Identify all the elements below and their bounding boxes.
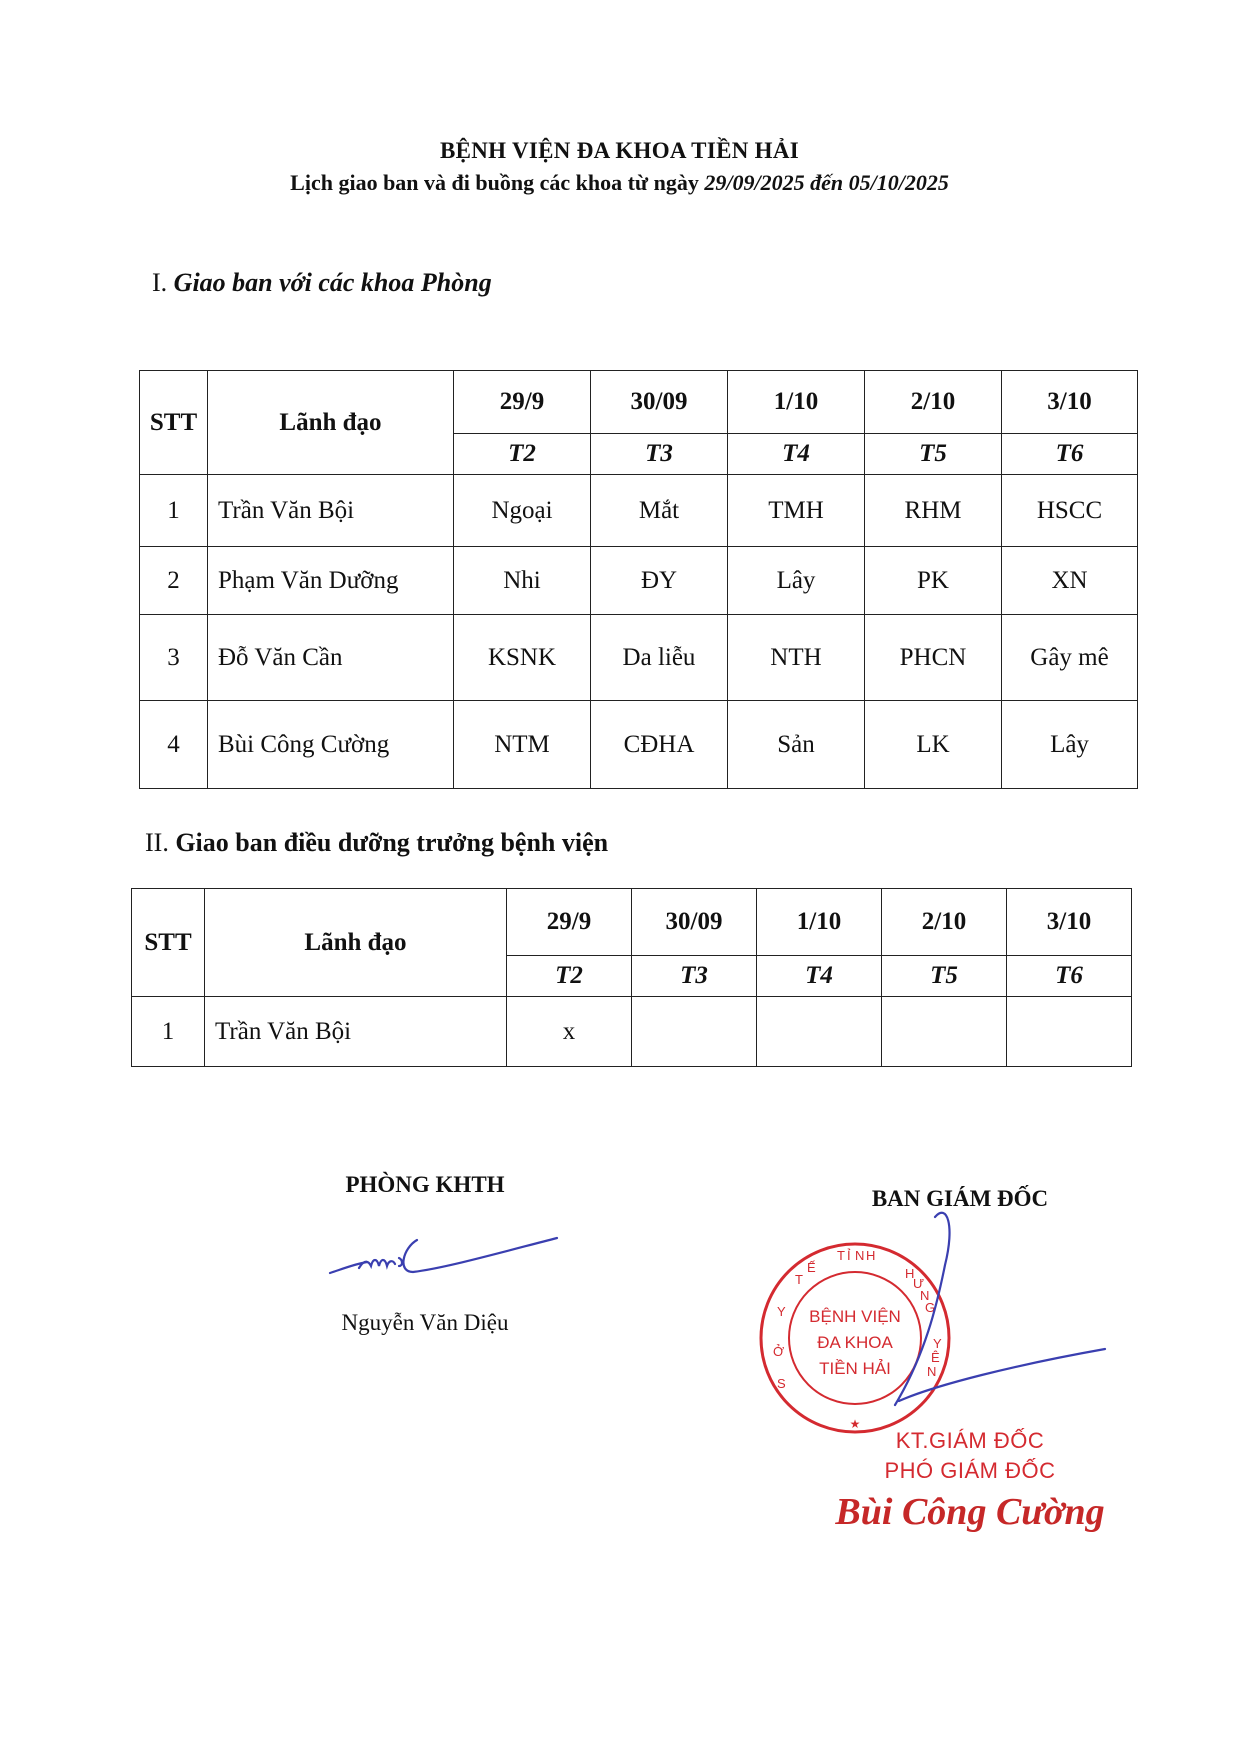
header-stt: STT bbox=[140, 371, 208, 475]
row-stt: 2 bbox=[140, 547, 208, 615]
head-nurse-meeting-table bbox=[131, 888, 1132, 1067]
row-leader-name: Bùi Công Cường bbox=[208, 701, 454, 789]
svg-text:★: ★ bbox=[849, 1417, 861, 1431]
left-signer-name: Nguyễn Văn Diệu bbox=[341, 1310, 509, 1335]
table-row bbox=[132, 997, 1132, 1067]
header-weekday: T5 bbox=[882, 956, 1007, 997]
row-cell: LK bbox=[865, 701, 1002, 789]
row-cell: Lây bbox=[728, 547, 865, 615]
table-row bbox=[140, 615, 1138, 701]
header-stt: STT bbox=[132, 889, 205, 997]
row-stt: 4 bbox=[140, 701, 208, 789]
section-2-heading bbox=[145, 828, 608, 858]
row-cell: HSCC bbox=[1002, 475, 1138, 547]
row-cell: Da liễu bbox=[591, 615, 728, 701]
row-cell: PK bbox=[865, 547, 1002, 615]
deputy-title-line-2: PHÓ GIÁM ĐỐC bbox=[884, 1458, 1056, 1483]
svg-text:SỞY TẾ TỈNH: SỞY TẾ T Ỉ N H H Ư N G Y Ê N bbox=[773, 1248, 942, 1391]
row-cell: Nhi bbox=[454, 547, 591, 615]
row-cell: PHCN bbox=[865, 615, 1002, 701]
header-date: 1/10 bbox=[757, 889, 882, 956]
row-stt: 3 bbox=[140, 615, 208, 701]
table-row bbox=[140, 701, 1138, 789]
header-weekday: T2 bbox=[454, 434, 591, 475]
section-2-numeral: II. bbox=[145, 828, 176, 857]
header-leader: Lãnh đạo bbox=[205, 889, 507, 997]
header-weekday: T6 bbox=[1002, 434, 1138, 475]
header-date: 3/10 bbox=[1007, 889, 1132, 956]
row-cell: NTH bbox=[728, 615, 865, 701]
header-leader: Lãnh đạo bbox=[208, 371, 454, 475]
left-signature-title: PHÒNG KHTH bbox=[345, 1172, 505, 1197]
header-weekday: T5 bbox=[865, 434, 1002, 475]
header-weekday: T4 bbox=[757, 956, 882, 997]
section-2-title: Giao ban điều dưỡng trưởng bệnh viện bbox=[175, 828, 609, 857]
row-stt: 1 bbox=[132, 997, 205, 1067]
row-cell: Ngoại bbox=[454, 475, 591, 547]
row-cell: XN bbox=[1002, 547, 1138, 615]
row-cell: Lây bbox=[1002, 701, 1138, 789]
department-meeting-table bbox=[139, 370, 1138, 789]
row-cell bbox=[632, 997, 757, 1067]
row-leader-name: Phạm Văn Dưỡng bbox=[208, 547, 454, 615]
row-leader-name: Trần Văn Bội bbox=[208, 475, 454, 547]
row-cell bbox=[1007, 997, 1132, 1067]
row-cell: Sản bbox=[728, 701, 865, 789]
svg-text:ĐA KHOA: ĐA KHOA bbox=[817, 1333, 893, 1352]
header-weekday: T2 bbox=[507, 956, 632, 997]
table-row bbox=[140, 475, 1138, 547]
subtitle-mid: đến bbox=[804, 170, 849, 195]
section-1-numeral: I. bbox=[152, 268, 174, 297]
row-cell bbox=[882, 997, 1007, 1067]
header-weekday: T3 bbox=[632, 956, 757, 997]
section-1-title: Giao ban với các khoa Phòng bbox=[173, 268, 492, 297]
right-handwritten-signature-icon bbox=[875, 1205, 1115, 1435]
section-1-heading bbox=[152, 268, 492, 298]
row-cell: Mắt bbox=[591, 475, 728, 547]
row-cell: NTM bbox=[454, 701, 591, 789]
svg-text:TIỀN HẢI: TIỀN HẢI bbox=[819, 1359, 891, 1378]
date-to: 05/10/2025 bbox=[848, 170, 949, 195]
row-cell: Gây mê bbox=[1002, 615, 1138, 701]
header-weekday: T3 bbox=[591, 434, 728, 475]
hospital-title: BỆNH VIỆN ĐA KHOA TIỀN HẢI bbox=[439, 138, 800, 163]
header-date: 30/09 bbox=[632, 889, 757, 956]
header-date: 29/9 bbox=[507, 889, 632, 956]
header-date: 1/10 bbox=[728, 371, 865, 434]
table-row bbox=[140, 547, 1138, 615]
row-cell: KSNK bbox=[454, 615, 591, 701]
row-cell: ĐY bbox=[591, 547, 728, 615]
row-cell: CĐHA bbox=[591, 701, 728, 789]
row-cell bbox=[757, 997, 882, 1067]
schedule-subtitle bbox=[0, 170, 1239, 196]
subtitle-prefix: Lịch giao ban và đi buồng các khoa từ ngày bbox=[290, 170, 705, 195]
right-signature-title: BAN GIÁM ĐỐC bbox=[871, 1186, 1049, 1211]
row-cell: RHM bbox=[865, 475, 1002, 547]
row-leader-name: Đỗ Văn Cần bbox=[208, 615, 454, 701]
date-from: 29/09/2025 bbox=[704, 170, 805, 195]
deputy-title-line-1: KT.GIÁM ĐỐC bbox=[895, 1428, 1045, 1453]
left-handwritten-signature-icon bbox=[325, 1228, 565, 1298]
header-weekday: T4 bbox=[728, 434, 865, 475]
header-weekday: T6 bbox=[1007, 956, 1132, 997]
svg-text:BỆNH VIỆN: BỆNH VIỆN bbox=[809, 1307, 901, 1326]
header-date: 3/10 bbox=[1002, 371, 1138, 434]
row-leader-name: Trần Văn Bội bbox=[205, 997, 507, 1067]
header-date: 29/9 bbox=[454, 371, 591, 434]
row-stt: 1 bbox=[140, 475, 208, 547]
row-cell: TMH bbox=[728, 475, 865, 547]
header-date: 2/10 bbox=[882, 889, 1007, 956]
right-signer-name: Bùi Công Cường bbox=[835, 1491, 1105, 1533]
header-date: 2/10 bbox=[865, 371, 1002, 434]
header-date: 30/09 bbox=[591, 371, 728, 434]
row-cell: x bbox=[507, 997, 632, 1067]
